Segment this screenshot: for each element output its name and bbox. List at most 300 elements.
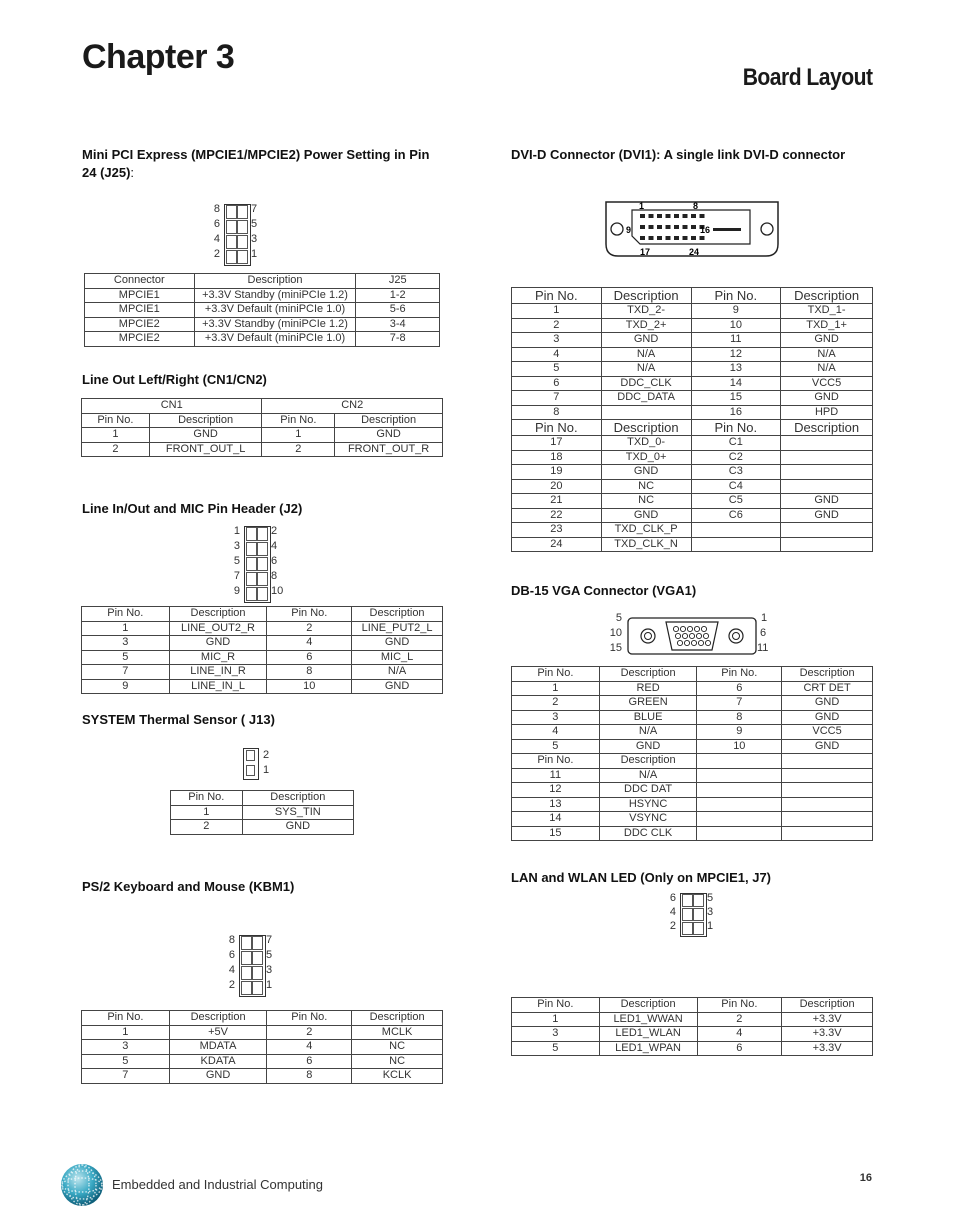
dvi-pin xyxy=(640,236,645,240)
vga-pin xyxy=(701,626,706,631)
vga-pin xyxy=(677,640,682,645)
table-cell: 21 xyxy=(512,494,602,509)
table-cell: HSYNC xyxy=(599,797,697,812)
table-cell: HPD xyxy=(781,405,873,420)
pin-number-label: 5 xyxy=(233,555,240,567)
column-header: Pin No. xyxy=(512,998,600,1013)
column-header: Pin No. xyxy=(267,607,352,622)
table-cell: 3 xyxy=(512,710,600,725)
pin-number-label: 8 xyxy=(213,203,220,215)
column-header: Pin No. xyxy=(512,667,600,682)
column-header: Description xyxy=(601,288,691,304)
table-cell: +3.3V xyxy=(782,1041,873,1056)
table-row xyxy=(171,820,354,835)
table-cell: +5V xyxy=(169,1025,267,1040)
pin-number-label: 1 xyxy=(707,920,714,932)
table-header-row xyxy=(171,791,354,806)
table-cell: 18 xyxy=(512,450,602,465)
dvi-label-17: 17 xyxy=(640,247,651,257)
table-cell xyxy=(782,768,873,783)
table-cell: LED1_WWAN xyxy=(599,1012,697,1027)
table-cell: GND xyxy=(169,636,267,651)
pin-cell xyxy=(246,750,255,761)
table-cell: GND xyxy=(782,710,873,725)
chapter-title: Chapter 3 xyxy=(82,38,235,76)
vga-pin xyxy=(696,633,701,638)
table-row xyxy=(512,450,873,465)
kbm-heading: PS/2 Keyboard and Mouse (KBM1) xyxy=(82,879,295,894)
pin-cell xyxy=(237,205,248,219)
dvi-table xyxy=(511,287,873,552)
table-cell: TXD_1- xyxy=(781,304,873,319)
table-cell: VCC5 xyxy=(781,376,873,391)
table-row xyxy=(512,508,873,523)
pin-cell xyxy=(226,250,237,264)
j2-table xyxy=(81,606,443,694)
table-row xyxy=(82,665,443,680)
column-header: Pin No. xyxy=(171,791,243,806)
table-cell: 17 xyxy=(512,436,602,451)
table-cell: GND xyxy=(242,820,353,835)
dvi-pin xyxy=(674,236,679,240)
table-cell: 24 xyxy=(512,537,602,552)
pin-cell xyxy=(252,981,263,995)
pin-number-label: 3 xyxy=(251,233,258,245)
column-header: Description xyxy=(352,1011,443,1026)
table-row xyxy=(82,650,443,665)
column-header: Pin No. xyxy=(82,1011,170,1026)
table-cell: NC xyxy=(601,479,691,494)
table-row xyxy=(512,797,873,812)
table-row xyxy=(82,428,443,443)
pin-cell xyxy=(682,922,693,935)
table-cell: 7 xyxy=(512,391,602,406)
table-row xyxy=(512,783,873,798)
pin-number-label: 4 xyxy=(228,964,235,976)
table-row xyxy=(512,318,873,333)
company-logo-globe-icon xyxy=(60,1163,104,1207)
pin-number-label: 8 xyxy=(228,934,235,946)
j25-table xyxy=(84,273,440,347)
table-cell: LINE_IN_R xyxy=(169,665,267,680)
pin-cell xyxy=(246,557,257,571)
table-cell: 5-6 xyxy=(356,303,440,318)
vga-pin xyxy=(673,626,678,631)
pin-number-label: 8 xyxy=(271,570,278,582)
pin-number-label: 1 xyxy=(233,525,240,537)
table-cell: 10 xyxy=(697,739,782,754)
pin-number-label: 4 xyxy=(213,233,220,245)
vga-pin xyxy=(682,633,687,638)
table-cell: +3.3V xyxy=(782,1012,873,1027)
dvi-pin xyxy=(649,225,654,229)
table-cell: GND xyxy=(352,679,443,694)
table-cell: MPCIE1 xyxy=(85,288,195,303)
table-cell xyxy=(601,405,691,420)
dvi-blade xyxy=(713,228,741,231)
j13-heading: SYSTEM Thermal Sensor ( J13) xyxy=(82,712,275,727)
table-cell: 10 xyxy=(691,318,781,333)
table-row xyxy=(85,288,440,303)
column-header: Pin No. xyxy=(262,413,335,428)
vga-pin xyxy=(691,640,696,645)
table-cell: CRT DET xyxy=(782,681,873,696)
table-cell: 8 xyxy=(512,405,602,420)
table-cell: TXD_0- xyxy=(601,436,691,451)
pin-cell xyxy=(237,250,248,264)
pin-cell xyxy=(257,527,268,541)
table-header-row xyxy=(82,1011,443,1026)
table-row xyxy=(512,391,873,406)
column-header: Pin No. xyxy=(691,288,781,304)
pin-cell xyxy=(252,936,263,950)
pin-cell xyxy=(693,894,704,907)
vga-pin xyxy=(687,626,692,631)
table-header-row xyxy=(82,607,443,622)
table-cell: 2 xyxy=(512,696,600,711)
pin-cell xyxy=(241,951,252,965)
pin-number-label: 3 xyxy=(707,906,714,918)
table-cell: C1 xyxy=(691,436,781,451)
table-cell: 11 xyxy=(512,768,600,783)
table-cell: 9 xyxy=(691,304,781,319)
table-cell: 4 xyxy=(697,1027,782,1042)
table-cell: +3.3V Standby (miniPCIe 1.2) xyxy=(194,288,356,303)
table-cell: 1 xyxy=(512,681,600,696)
dvi-pin xyxy=(683,236,688,240)
table-cell: 7 xyxy=(697,696,782,711)
table-row xyxy=(85,332,440,347)
table-cell: N/A xyxy=(601,347,691,362)
table-cell: MPCIE2 xyxy=(85,317,195,332)
pin-number-label: 7 xyxy=(251,203,258,215)
column-header: Description xyxy=(169,607,267,622)
pin-number-label: 1 xyxy=(263,764,270,776)
column-header: Description xyxy=(352,607,443,622)
table-row xyxy=(512,479,873,494)
table-cell: +3.3V Default (miniPCIe 1.0) xyxy=(194,303,356,318)
table-cell: 1 xyxy=(82,428,150,443)
table-cell: 15 xyxy=(691,391,781,406)
table-row xyxy=(512,812,873,827)
pin-cell xyxy=(246,572,257,586)
vga-pin xyxy=(703,633,708,638)
pin-number-label: 5 xyxy=(251,218,258,230)
table-cell: 8 xyxy=(267,1069,352,1084)
table-header-row xyxy=(85,274,440,289)
table-row xyxy=(82,679,443,694)
dvi-pin xyxy=(700,236,705,240)
table-cell xyxy=(781,436,873,451)
table-cell: GND xyxy=(352,636,443,651)
table-row xyxy=(512,1012,873,1027)
pin-number-label: 1 xyxy=(251,248,258,260)
table-cell: TXD_0+ xyxy=(601,450,691,465)
table-cell: C5 xyxy=(691,494,781,509)
table-cell xyxy=(781,537,873,552)
table-cell: 6 xyxy=(267,650,352,665)
pin-cell xyxy=(257,557,268,571)
vga-label: 6 xyxy=(760,627,767,639)
table-cell: 3-4 xyxy=(356,317,440,332)
pin-cell xyxy=(226,205,237,219)
table-cell: LINE_PUT2_L xyxy=(352,621,443,636)
table-cell: GND xyxy=(782,696,873,711)
section-title: Board Layout xyxy=(742,64,872,91)
dvi-pin xyxy=(649,236,654,240)
dvi-pin xyxy=(666,214,671,218)
table-cell: LED1_WLAN xyxy=(599,1027,697,1042)
pin-number-label: 10 xyxy=(271,585,284,597)
pin-cell xyxy=(237,220,248,234)
table-cell: GND xyxy=(601,333,691,348)
table-cell: N/A xyxy=(352,665,443,680)
table-row xyxy=(171,805,354,820)
table-cell xyxy=(781,523,873,538)
table-cell: GND xyxy=(601,465,691,480)
table-row xyxy=(85,317,440,332)
table-cell: LINE_OUT2_R xyxy=(169,621,267,636)
pin-cell xyxy=(693,922,704,935)
column-header: Description xyxy=(781,420,873,436)
table-cell xyxy=(697,812,782,827)
dvi-pin xyxy=(666,225,671,229)
table-cell: 12 xyxy=(691,347,781,362)
table-cell: MPCIE1 xyxy=(85,303,195,318)
pin-cell xyxy=(241,966,252,980)
table-row xyxy=(512,465,873,480)
table-cell: +3.3V Standby (miniPCIe 1.2) xyxy=(194,317,356,332)
table-cell: 9 xyxy=(82,679,170,694)
table-row xyxy=(512,362,873,377)
table-cell: BLUE xyxy=(599,710,697,725)
vga-pin-array xyxy=(673,626,710,645)
table-row xyxy=(82,1069,443,1084)
j7-heading: LAN and WLAN LED (Only on MPCIE1, J7) xyxy=(511,870,772,885)
table-cell xyxy=(782,812,873,827)
vga-pin xyxy=(680,626,685,631)
table-header-row xyxy=(512,420,873,436)
table-row xyxy=(512,710,873,725)
table-header-row xyxy=(512,288,873,304)
table-cell: NC xyxy=(352,1040,443,1055)
table-cell: NC xyxy=(601,494,691,509)
table-row xyxy=(512,1027,873,1042)
column-header: Description xyxy=(335,413,443,428)
dvi-label-16: 16 xyxy=(700,225,711,235)
j7-table xyxy=(511,997,873,1056)
table-cell: 23 xyxy=(512,523,602,538)
column-header: Description xyxy=(194,274,356,289)
table-cell xyxy=(781,465,873,480)
table-cell: VCC5 xyxy=(782,725,873,740)
dvi-pin xyxy=(657,225,662,229)
table-row xyxy=(512,537,873,552)
dvi-pin xyxy=(691,214,696,218)
vga-table xyxy=(511,666,873,841)
table-cell: GND xyxy=(149,428,262,443)
table-cell: MCLK xyxy=(352,1025,443,1040)
dvi-label-1: 1 xyxy=(639,201,645,211)
column-header: Pin No. xyxy=(697,998,782,1013)
pin-number-label: 3 xyxy=(233,540,240,552)
table-cell: DDC CLK xyxy=(599,826,697,841)
dvi-label-9: 9 xyxy=(626,225,632,235)
vga-label: 15 xyxy=(609,642,622,654)
pin-cell xyxy=(252,966,263,980)
table-cell: VSYNC xyxy=(599,812,697,827)
column-header: Description xyxy=(242,791,353,806)
dvi-pin xyxy=(657,214,662,218)
pin-number-label: 6 xyxy=(271,555,278,567)
table-cell: 4 xyxy=(512,725,600,740)
column-header: Description xyxy=(782,998,873,1013)
table-cell: 5 xyxy=(512,739,600,754)
vga-pin xyxy=(694,626,699,631)
dvi-pin xyxy=(691,225,696,229)
table-cell: N/A xyxy=(599,768,697,783)
table-row xyxy=(512,739,873,754)
table-cell: C6 xyxy=(691,508,781,523)
table-row xyxy=(82,1054,443,1069)
pin-cell xyxy=(252,951,263,965)
table-cell: 16 xyxy=(691,405,781,420)
column-header: Description xyxy=(599,667,697,682)
vga-label: 10 xyxy=(609,627,622,639)
vga-heading: DB-15 VGA Connector (VGA1) xyxy=(511,583,697,598)
table-cell: N/A xyxy=(781,362,873,377)
table-cell: 12 xyxy=(512,783,600,798)
vga-left-labels xyxy=(600,611,622,656)
table-cell: MIC_R xyxy=(169,650,267,665)
dvi-pin xyxy=(674,214,679,218)
table-cell: GND xyxy=(781,494,873,509)
table-cell: TXD_1+ xyxy=(781,318,873,333)
table-cell: 11 xyxy=(691,333,781,348)
table-cell: GND xyxy=(781,333,873,348)
table-cell xyxy=(697,768,782,783)
table-cell: GND xyxy=(781,508,873,523)
pin-cell xyxy=(682,908,693,921)
table-cell: 1 xyxy=(262,428,335,443)
pin-number-label: 2 xyxy=(669,920,676,932)
table-cell: 6 xyxy=(512,376,602,391)
table-row xyxy=(512,1041,873,1056)
column-header: Pin No. xyxy=(82,413,150,428)
table-row xyxy=(512,304,873,319)
pin-number-label: 2 xyxy=(213,248,220,260)
pin-cell xyxy=(257,587,268,601)
pin-cell xyxy=(246,527,257,541)
column-header: Description xyxy=(599,754,697,769)
pin-number-label: 6 xyxy=(213,218,220,230)
table-cell: 2 xyxy=(697,1012,782,1027)
table-cell: GND xyxy=(782,739,873,754)
table-cell xyxy=(691,537,781,552)
table-row xyxy=(512,768,873,783)
table-cell: 2 xyxy=(267,621,352,636)
column-header xyxy=(782,754,873,769)
table-cell: 2 xyxy=(171,820,243,835)
kbm-table xyxy=(81,1010,443,1084)
table-cell: RED xyxy=(599,681,697,696)
table-cell: 13 xyxy=(512,797,600,812)
table-cell: 13 xyxy=(691,362,781,377)
table-cell xyxy=(697,797,782,812)
table-header-row xyxy=(512,667,873,682)
dvi-pin xyxy=(683,214,688,218)
table-cell: 9 xyxy=(697,725,782,740)
table-cell: 8 xyxy=(697,710,782,725)
table-row xyxy=(512,494,873,509)
table-cell: DDC_CLK xyxy=(601,376,691,391)
table-row xyxy=(82,442,443,457)
column-header: J25 xyxy=(356,274,440,289)
table-cell: GREEN xyxy=(599,696,697,711)
column-header: Connector xyxy=(85,274,195,289)
table-cell: 7-8 xyxy=(356,332,440,347)
table-cell: C4 xyxy=(691,479,781,494)
table-row xyxy=(512,826,873,841)
j25-pin-header-diagram xyxy=(200,202,280,264)
j13-pin-header-diagram xyxy=(232,748,292,778)
vga-connector-diagram xyxy=(626,614,758,658)
table-cell: 2 xyxy=(512,318,602,333)
table-cell: 22 xyxy=(512,508,602,523)
table-cell: LINE_IN_L xyxy=(169,679,267,694)
pin-number-label: 5 xyxy=(266,949,273,961)
table-row xyxy=(512,681,873,696)
table-row xyxy=(512,405,873,420)
j2-pin-header-diagram xyxy=(220,524,300,600)
table-cell: TXD_2+ xyxy=(601,318,691,333)
table-cell: 5 xyxy=(82,1054,170,1069)
pin-number-label: 4 xyxy=(669,906,676,918)
j7-pin-header-diagram xyxy=(656,891,736,937)
table-cell: 3 xyxy=(82,1040,170,1055)
column-header: Description xyxy=(781,288,873,304)
table-cell: C2 xyxy=(691,450,781,465)
table-cell: FRONT_OUT_L xyxy=(149,442,262,457)
vga-pin xyxy=(705,640,710,645)
table-cell: 6 xyxy=(697,1041,782,1056)
column-header: Pin No. xyxy=(697,667,782,682)
vga-pin xyxy=(689,633,694,638)
table-row xyxy=(85,303,440,318)
column-header: Pin No. xyxy=(267,1011,352,1026)
pin-number-label: 9 xyxy=(233,585,240,597)
table-cell: GND xyxy=(781,391,873,406)
vga-right-labels xyxy=(757,611,779,656)
table-cell: 8 xyxy=(267,665,352,680)
column-header: Description xyxy=(782,667,873,682)
table-cell: TXD_CLK_P xyxy=(601,523,691,538)
table-cell: GND xyxy=(599,739,697,754)
kbm-pin-header-diagram xyxy=(215,933,295,995)
table-cell: 1 xyxy=(171,805,243,820)
table-cell: 10 xyxy=(267,679,352,694)
vga-label: 5 xyxy=(615,612,622,624)
table-cell: N/A xyxy=(601,362,691,377)
dvi-pin xyxy=(657,236,662,240)
table-cell: 4 xyxy=(512,347,602,362)
pin-cell xyxy=(257,542,268,556)
table-cell: MDATA xyxy=(169,1040,267,1055)
column-header xyxy=(697,754,782,769)
pin-number-label: 2 xyxy=(228,979,235,991)
table-cell: 3 xyxy=(512,1027,600,1042)
table-header-row xyxy=(512,998,873,1013)
